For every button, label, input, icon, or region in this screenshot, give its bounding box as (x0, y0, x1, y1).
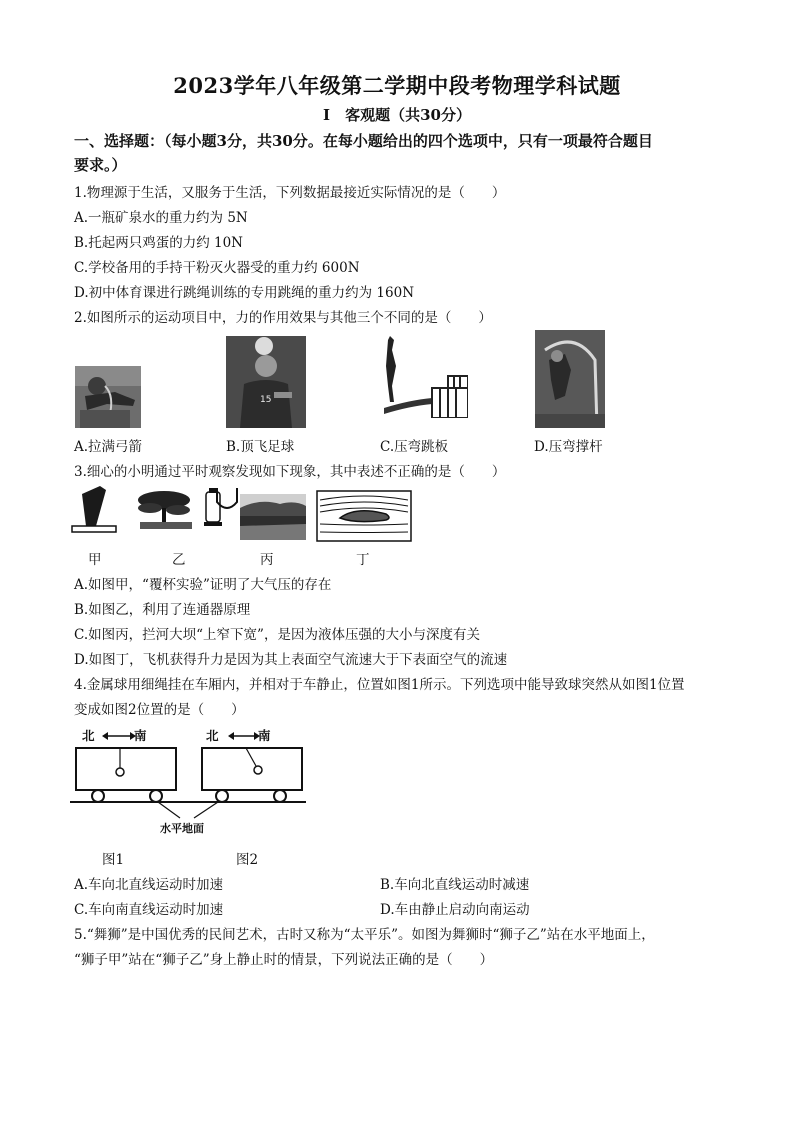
north-label-2: 北 (206, 728, 219, 743)
airfoil-streamlines-figure (316, 490, 412, 542)
q5-stem-line1: 5.“舞狮”是中国优秀的民间艺术，古时又称为“太平乐”。如图为舞狮时“狮子乙”站在水平地面上， (74, 927, 655, 943)
train-car-figure (68, 722, 308, 840)
dam-photo (240, 494, 306, 540)
u-tube-figure (214, 486, 240, 516)
q2-stem: 2.如图所示的运动项目中，力的作用效果与其他三个不同的是（ ） (74, 310, 492, 326)
exam-title: 2023学年八年级第二学期中段考物理学科试题 (173, 73, 621, 98)
q1-stem: 1.物理源于生活，又服务于生活，下列数据最接近实际情况的是（ ） (74, 185, 506, 201)
pole-vault-photo (535, 330, 605, 428)
q1-option-a: A.一瓶矿泉水的重力约为 5N (74, 210, 248, 226)
springboard-diagram (380, 336, 468, 418)
q4-option-a: A.车向北直线运动时加速 (74, 877, 224, 893)
q3-option-a: A.如图甲，“覆杯实验”证明了大气压的存在 (74, 577, 332, 593)
q3-option-d: D.如图丁，飞机获得升力是因为其上表面空气流速大于下表面空气的流速 (74, 652, 508, 668)
fig1-label: 图1 (102, 852, 125, 868)
ground-label: 水平地面 (160, 822, 204, 835)
q4-option-d: D.车由静止启动向南运动 (380, 902, 530, 918)
q2-caption-c: C.压弯跳板 (380, 439, 449, 455)
q4-option-b: B.车向北直线运动时减速 (380, 877, 530, 893)
q3-option-c: C.如图丙，拦河大坝“上窄下宽”，是因为液体压强的大小与深度有关 (74, 627, 480, 643)
q3-option-b: B.如图乙，利用了连通器原理 (74, 602, 251, 618)
part-heading: Ⅰ 客观题（共30分） (323, 106, 471, 124)
fig2-label: 图2 (236, 852, 259, 868)
south-label-1: 南 (134, 728, 147, 743)
q2-caption-a: A.拉满弓箭 (74, 439, 143, 455)
q3-label-ding: 丁 (356, 552, 370, 568)
north-label-1: 北 (82, 728, 95, 743)
south-label-2: 南 (258, 728, 271, 743)
football-header-photo (226, 336, 306, 428)
q1-option-d: D.初中体育课进行跳绳训练的专用跳绳的重力约为 160N (74, 285, 415, 301)
q1-option-c: C.学校备用的手持干粉灭火器受的重力约 600N (74, 260, 360, 276)
q3-label-jia: 甲 (88, 552, 102, 568)
q3-label-bing: 丙 (260, 552, 274, 568)
q2-caption-b: B.顶飞足球 (226, 439, 295, 455)
section-heading-line2: 要求。） (74, 156, 127, 174)
q1-option-b: B.托起两只鸡蛋的力约 10N (74, 235, 243, 251)
q3-stem: 3.细心的小明通过平时观察发现如下现象，其中表述不正确的是（ ） (74, 464, 506, 480)
archery-photo (75, 366, 141, 428)
section-heading-line1: 一、选择题：（每小题3分，共30分。在每小题给出的四个选项中，只有一项最符合题目 (74, 132, 653, 150)
svg-text:15: 15 (260, 395, 272, 405)
q4-stem-line2: 变成如图2位置的是（ ） (74, 702, 245, 718)
q4-option-c: C.车向南直线运动时加速 (74, 902, 224, 918)
q3-label-yi: 乙 (172, 552, 186, 568)
q4-stem-line1: 4.金属球用细绳挂在车厢内，并相对于车静止，位置如图1所示。下列选项中能导致球突然从如图1位置 (74, 677, 685, 693)
inverted-cup-figure (70, 484, 120, 534)
q5-stem-line2: “狮子甲”站在“狮子乙”身上静止时的情景，下列说法正确的是（ ） (74, 952, 494, 968)
q2-caption-d: D.压弯撑杆 (534, 439, 603, 455)
